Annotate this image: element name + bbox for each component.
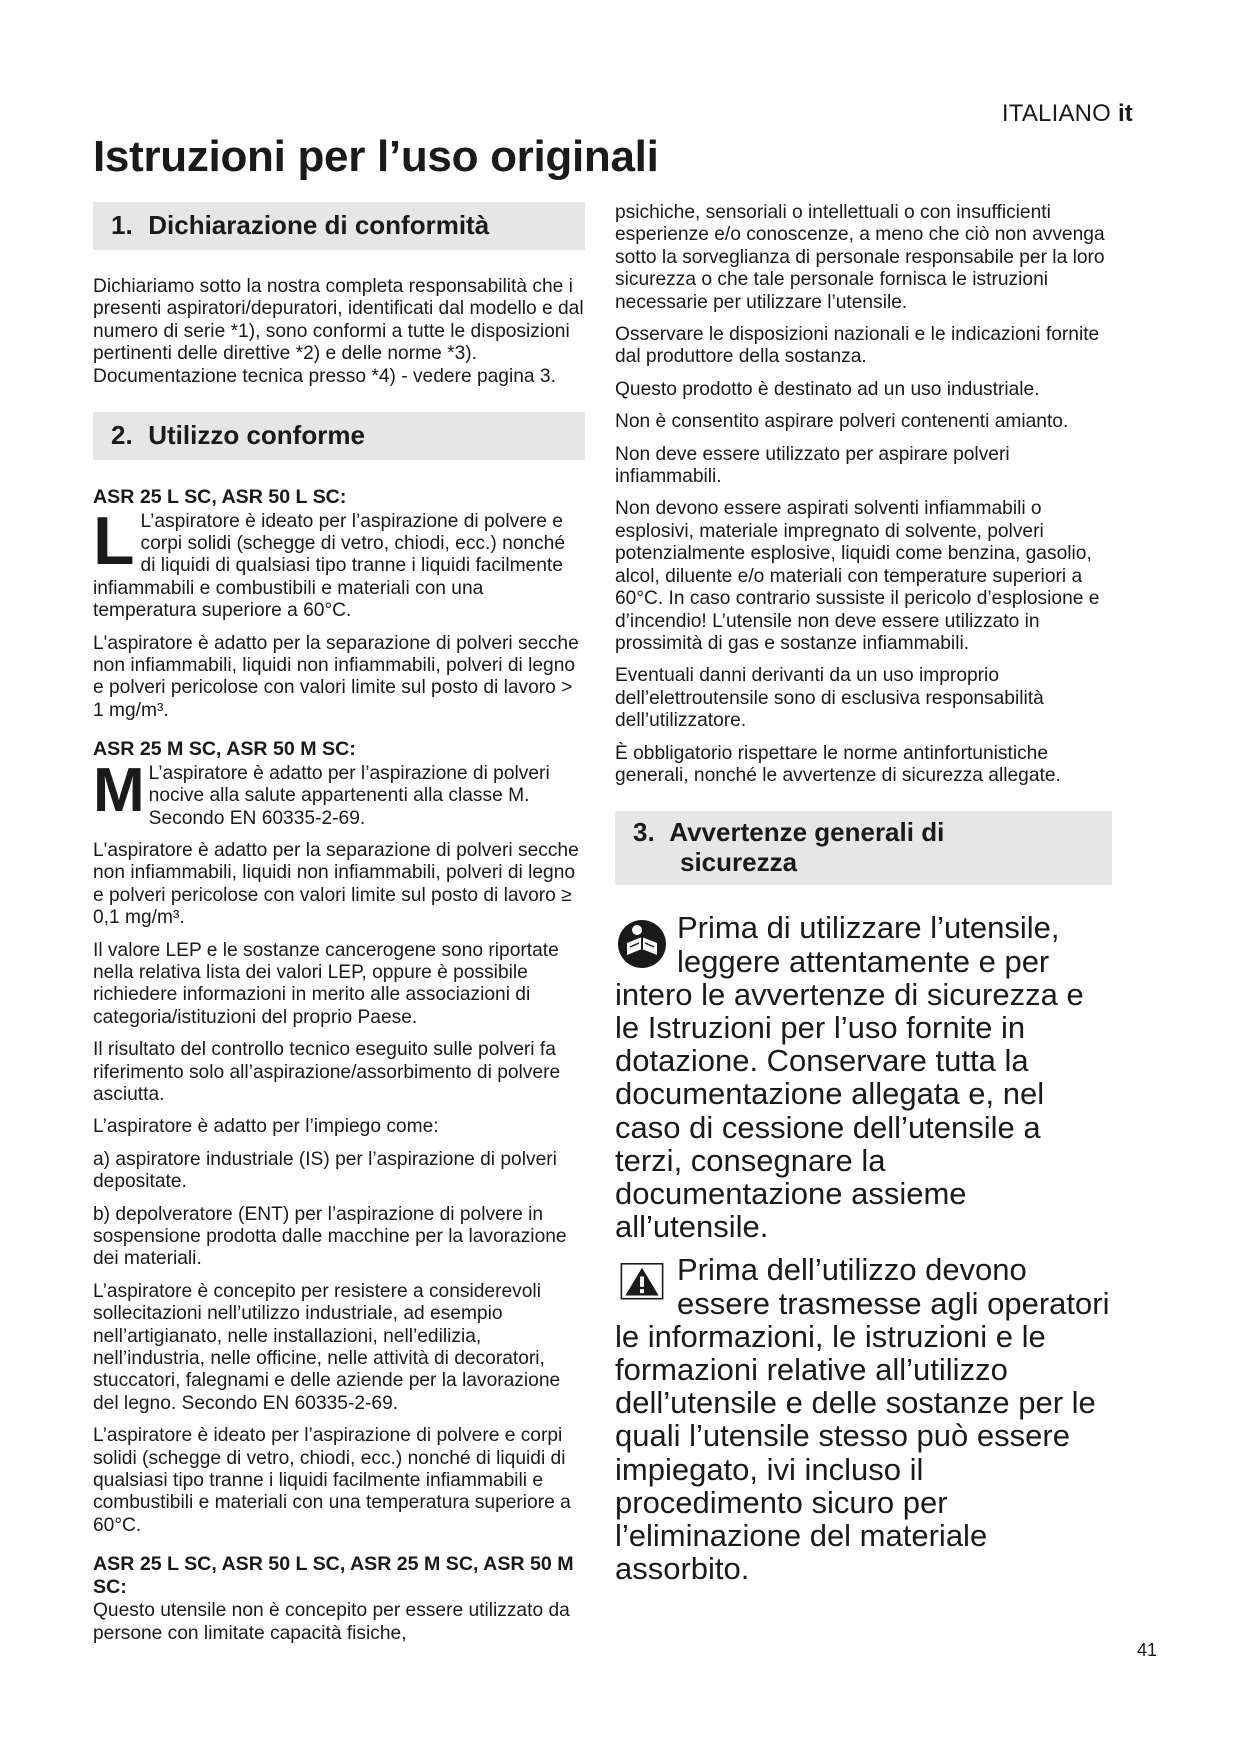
safety-paragraph-warning: Prima dell’utilizzo devono essere trasmesse agli operatori le informazioni, le istruzioni e le formazioni relative all’utilizzo dell’utensile e delle sostanze per le quali l’utensile stesso può essere impiegato, ivi incluso il procedimento sicuro per l’eliminazione del materiale assorbito. [615,1253,1110,1587]
warning-triangle-icon [615,1263,669,1309]
paragraph: L’aspiratore è ideato per l’aspirazione di polvere e corpi solidi (schegge di vetro, chiodi, ecc.) nonché di liquidi di qualsiasi tipo tranne i liquidi facilmente infiammabili e combustibili e materiali con una temperatura superiore a 60°C. [93,510,566,622]
paragraph: Non devono essere aspirati solventi infiammabili o esplosivi, materiale impregnato di solvente, polveri potenzialmente esplosive, liquidi come benzina, gasolio, alcol, diluente e/o materiali con temperature superiori a 60°C. In caso contrario sussiste il pericolo d’esplosione e d’incendio! L’utensile non deve essere utilizzato in prossimità di gas e sostanze infiammabili. [615,498,1100,654]
safety-paragraph-read-manual: Prima di utilizzare l’utensile, leggere attentamente e per intero le avvertenze di sicurezza e le Istruzioni per l’uso fornite in dotazione. Conservare tutta la documentazione allegata e, nel caso di cessione dell’utensile a terzi, consegnare la documentazione assieme all’utensile. [615,911,1084,1245]
paragraph: È obbligatorio rispettare le norme antinfortunistiche generali, nonché le avvertenze di sicurezza allegate. [615,742,1061,786]
language-code: it [1117,100,1133,127]
section-number: 1. [111,210,133,240]
read-manual-block [615,911,1112,1253]
language-label [1002,100,1133,128]
l-class-block [93,511,585,633]
paragraph: Il valore LEP e le sostanze cancerogene sono riportate nella relativa lista dei valori LEP, oppure è possibile richiedere informazioni in merito alle associazioni di categoria/istituzioni del proprio Paese. [93,939,559,1028]
subheading-m-models: ASR 25 M SC, ASR 50 M SC: [93,738,356,761]
paragraph: L’aspiratore è adatto per l’aspirazione di polveri nocive alla salute appartenenti alla classe M. Secondo EN 60335-2-69. [148,762,550,829]
conformity-paragraph: Dichiariamo sotto la nostra completa responsabilità che i presenti aspiratori/depuratori, identificati dal modello e dal numero di serie *1), sono conformi a tutte le disposizioni pertinenti delle direttive *2) e delle norme *3). Documentazione tecnica presso *4) - vedere pagina 3. [93,276,584,387]
section-2-heading [93,412,585,460]
left-column [93,202,585,1655]
paragraph: b) depolveratore (ENT) per l’aspirazione di polvere in sospensione prodotta dalle macchine per la lavorazione dei materiali. [93,1203,567,1270]
paragraph: Eventuali danni derivanti da un uso improprio dell’elettroutensile sono di esclusiva responsabilità dell’utilizzatore. [615,665,1044,732]
paragraph: L'aspiratore è adatto per la separazione di polveri secche non infiammabili, liquidi non infiammabili, polveri di legno e polveri pericolose con valori limite sul posto di lavoro > 1 mg/m³. [93,632,579,721]
section-3-heading [615,811,1112,885]
section-title-line2: sicurezza [680,847,798,878]
section-title: Utilizzo conforme [148,420,365,451]
section-title: Dichiarazione di conformità [148,210,490,240]
page-number: 41 [1136,1640,1157,1660]
paragraph: L’aspiratore è concepito per resistere a considerevoli sollecitazioni nell’utilizzo industriale, ad esempio nell’artigianato, nelle installazioni, nell’edilizia, nell’industria, nelle officine, nelle attività di decoratori, stuccatori, falegnami e delle aziende per la lavorazione del legno. Secondo EN 60335-2-69. [93,1280,561,1414]
subheading-all-models: ASR 25 L SC, ASR 50 L SC, ASR 25 M SC, ASR 50 M SC: [93,1553,574,1598]
paragraph: Il risultato del controllo tecnico eseguito sulle polveri fa riferimento solo all’aspirazione/assorbimento di polvere asciutta. [93,1039,561,1105]
m-class-block [93,763,585,840]
paragraph: psichiche, sensoriali o intellettuali o con insufficienti esperienze e/o conoscenze, a meno che ciò non avvenga sotto la sorveglianza di personale responsabile per la loro sicurezza o che tale personale fornisca le istruzioni necessarie per utilizzare l’utensile. [615,202,1105,313]
paragraph: Questo utensile non è concepito per essere utilizzato da persone con limitate capacità fisiche, [93,1600,570,1644]
dropcap-m: M [93,762,145,825]
paragraph: Osservare le disposizioni nazionali e le indicazioni fornite dal produttore della sostanza. [615,324,1100,368]
dropcap-l: L [93,510,135,579]
section-number: 2. [111,420,133,451]
section-1-heading [93,202,585,250]
paragraph: L'aspiratore è adatto per la separazione di polveri secche non infiammabili, liquidi non infiammabili, polveri di legno e polveri pericolose con valori limite sul posto di lavoro ≥ 0,1 mg/m³. [93,839,579,929]
read-manual-icon [615,913,669,971]
paragraph: Non è consentito aspirare polveri contenenti amianto. [615,411,1069,433]
language-name: ITALIANO [1001,100,1112,127]
paragraph: L’aspiratore è adatto per l’impiego come: [93,1116,439,1138]
section-number: 3. [633,817,655,848]
warning-block [615,1253,1112,1595]
paragraph: Non deve essere utilizzato per aspirare polveri infiammabili. [615,443,1010,488]
right-column [615,202,1112,1595]
subheading-l-models: ASR 25 L SC, ASR 50 L SC: [93,486,347,509]
paragraph: a) aspiratore industriale (IS) per l’aspirazione di polveri depositate. [93,1148,557,1193]
section-title-line1: Avvertenze generali di [669,817,945,848]
paragraph: L’aspiratore è ideato per l’aspirazione di polvere e corpi solidi (schegge di vetro, chiodi, ecc.) nonché di liquidi di qualsiasi tipo tranne i liquidi facilmente infiammabili e combustibili e materiali con una temperatura superiore a 60°C. [93,1425,571,1536]
paragraph: Questo prodotto è destinato ad un uso industriale. [615,378,1040,400]
page-title: Istruzioni per l’uso originali [93,132,659,181]
